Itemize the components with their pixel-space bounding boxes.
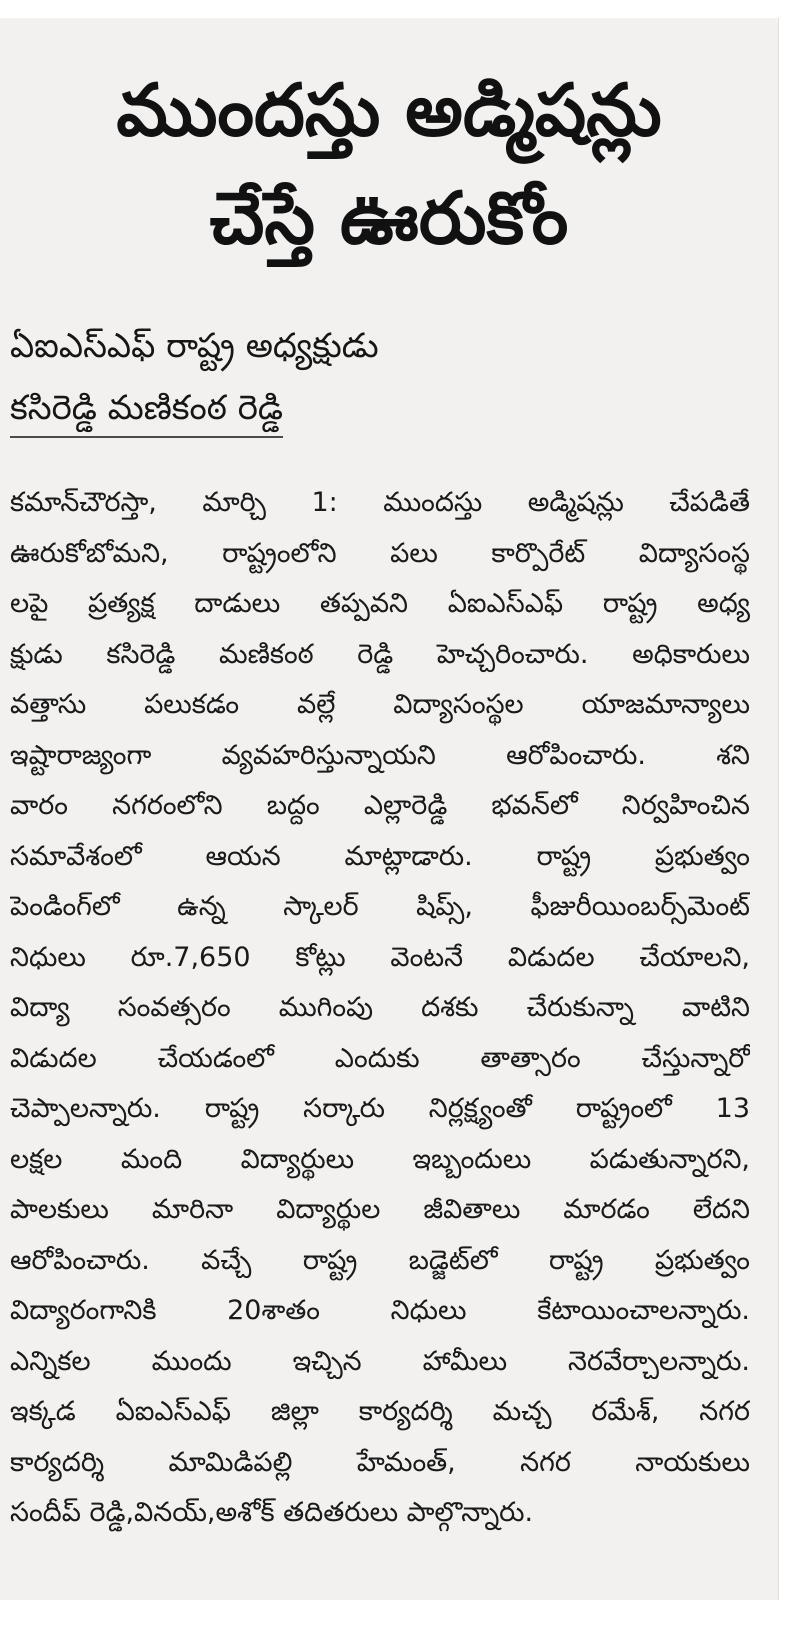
body-line: సందీప్ రెడ్డి,వినయ్,అశోక్ తదితరులు పాల్గొన్నారు. (10, 1497, 534, 1528)
body-line: లపై ప్రత్యక్ష దాడులు తప్పవని ఏఐఎస్ఎఫ్ రాష్ట్ర అధ్య (10, 588, 750, 619)
body-line: ఇష్టారాజ్యంగా వ్యవహరిస్తున్నాయని ఆరోపించారు. శని (10, 739, 750, 771)
body-line: పాలకులు మారినా విద్యార్థుల జీవితాలు మారడం లేదని (10, 1194, 750, 1225)
body-line: నిధులు రూ.7,650 కోట్లు వెంటనే విడుదల చేయాలని, (10, 941, 750, 973)
body-line: లక్షల మంది విద్యార్థులు ఇబ్బందులు పడుతున్నారని, (10, 1143, 750, 1175)
body-line: పెండింగ్‌లో ఉన్న స్కాలర్ షిప్స్, ఫీజురీయింబర్స్‌మెంట్ (10, 891, 750, 922)
body-line: ఎన్నికల ముందు ఇచ్చిన హామీలు నెరవేర్చాలన్నారు. (10, 1345, 750, 1377)
body-line: వత్తాసు పలుకడం వల్లే విద్యాసంస్థల యాజమాన్యాలు (10, 689, 750, 720)
news-clipping (0, 18, 779, 1600)
body-line: విద్యా సంవత్సరం ముగింపు దశకు చేరుకున్నా వాటిని (10, 992, 750, 1023)
body-line: కమాన్‌చౌరస్తా, మార్చి 1: ముందస్తు అడ్మిషన్లు చేపడితే (10, 487, 750, 518)
body-line: విద్యారంగానికి 20శాతం నిధులు కేటాయించాలన్నారు. (10, 1295, 750, 1326)
body-line: సమావేశంలో ఆయన మాట్లాడారు. రాష్ట్ర ప్రభుత్వం (10, 840, 750, 872)
headline-line-1: ముందస్తు అడ్మిషన్లు (116, 68, 662, 152)
subheadline-line-1: ఏఐఎస్ఎఫ్ రాష్ట్ర అధ్యక్షుడు (10, 326, 379, 366)
body-line: ఆరోపించారు. వచ్చే రాష్ట్ర బడ్జెట్‌లో రాష్ట్ర ప్రభుత్వం (10, 1244, 750, 1276)
body-line: విడుదల చేయడంలో ఎందుకు తాత్సారం చేస్తున్నారో (10, 1042, 750, 1074)
article-body (10, 478, 750, 1539)
body-line: చెప్పాలన్నారు. రాష్ట్ర సర్కారు నిర్లక్ష్యంతో రాష్ట్రంలో 13 (10, 1093, 750, 1124)
body-line: కార్యదర్శి మామిడిపల్లి హేమంత్, నగర నాయకులు (10, 1446, 750, 1478)
subheadline-line-2: కసిరెడ్డి మణికంఠ రెడ్డి (10, 384, 283, 438)
body-line: ఇక్కడ ఏఐఎస్ఎఫ్ జిల్లా కార్యదర్శి మచ్చ రమేశ్, నగర (10, 1396, 750, 1427)
body-line: వారం నగరంలోని బద్దం ఎల్లారెడ్డి భవన్‌లో నిర్వహించిన (10, 790, 750, 821)
headline-line-2: చేస్తే ఊరుకోం (209, 176, 569, 260)
body-line: ఊరుకోబోమని, రాష్ట్రంలోని పలు కార్పొరేట్ విద్యాసంస్థ (10, 537, 750, 569)
body-line: క్షుడు కసిరెడ్డి మణికంఠ రెడ్డి హెచ్చరించారు. అధికారులు (10, 638, 750, 670)
